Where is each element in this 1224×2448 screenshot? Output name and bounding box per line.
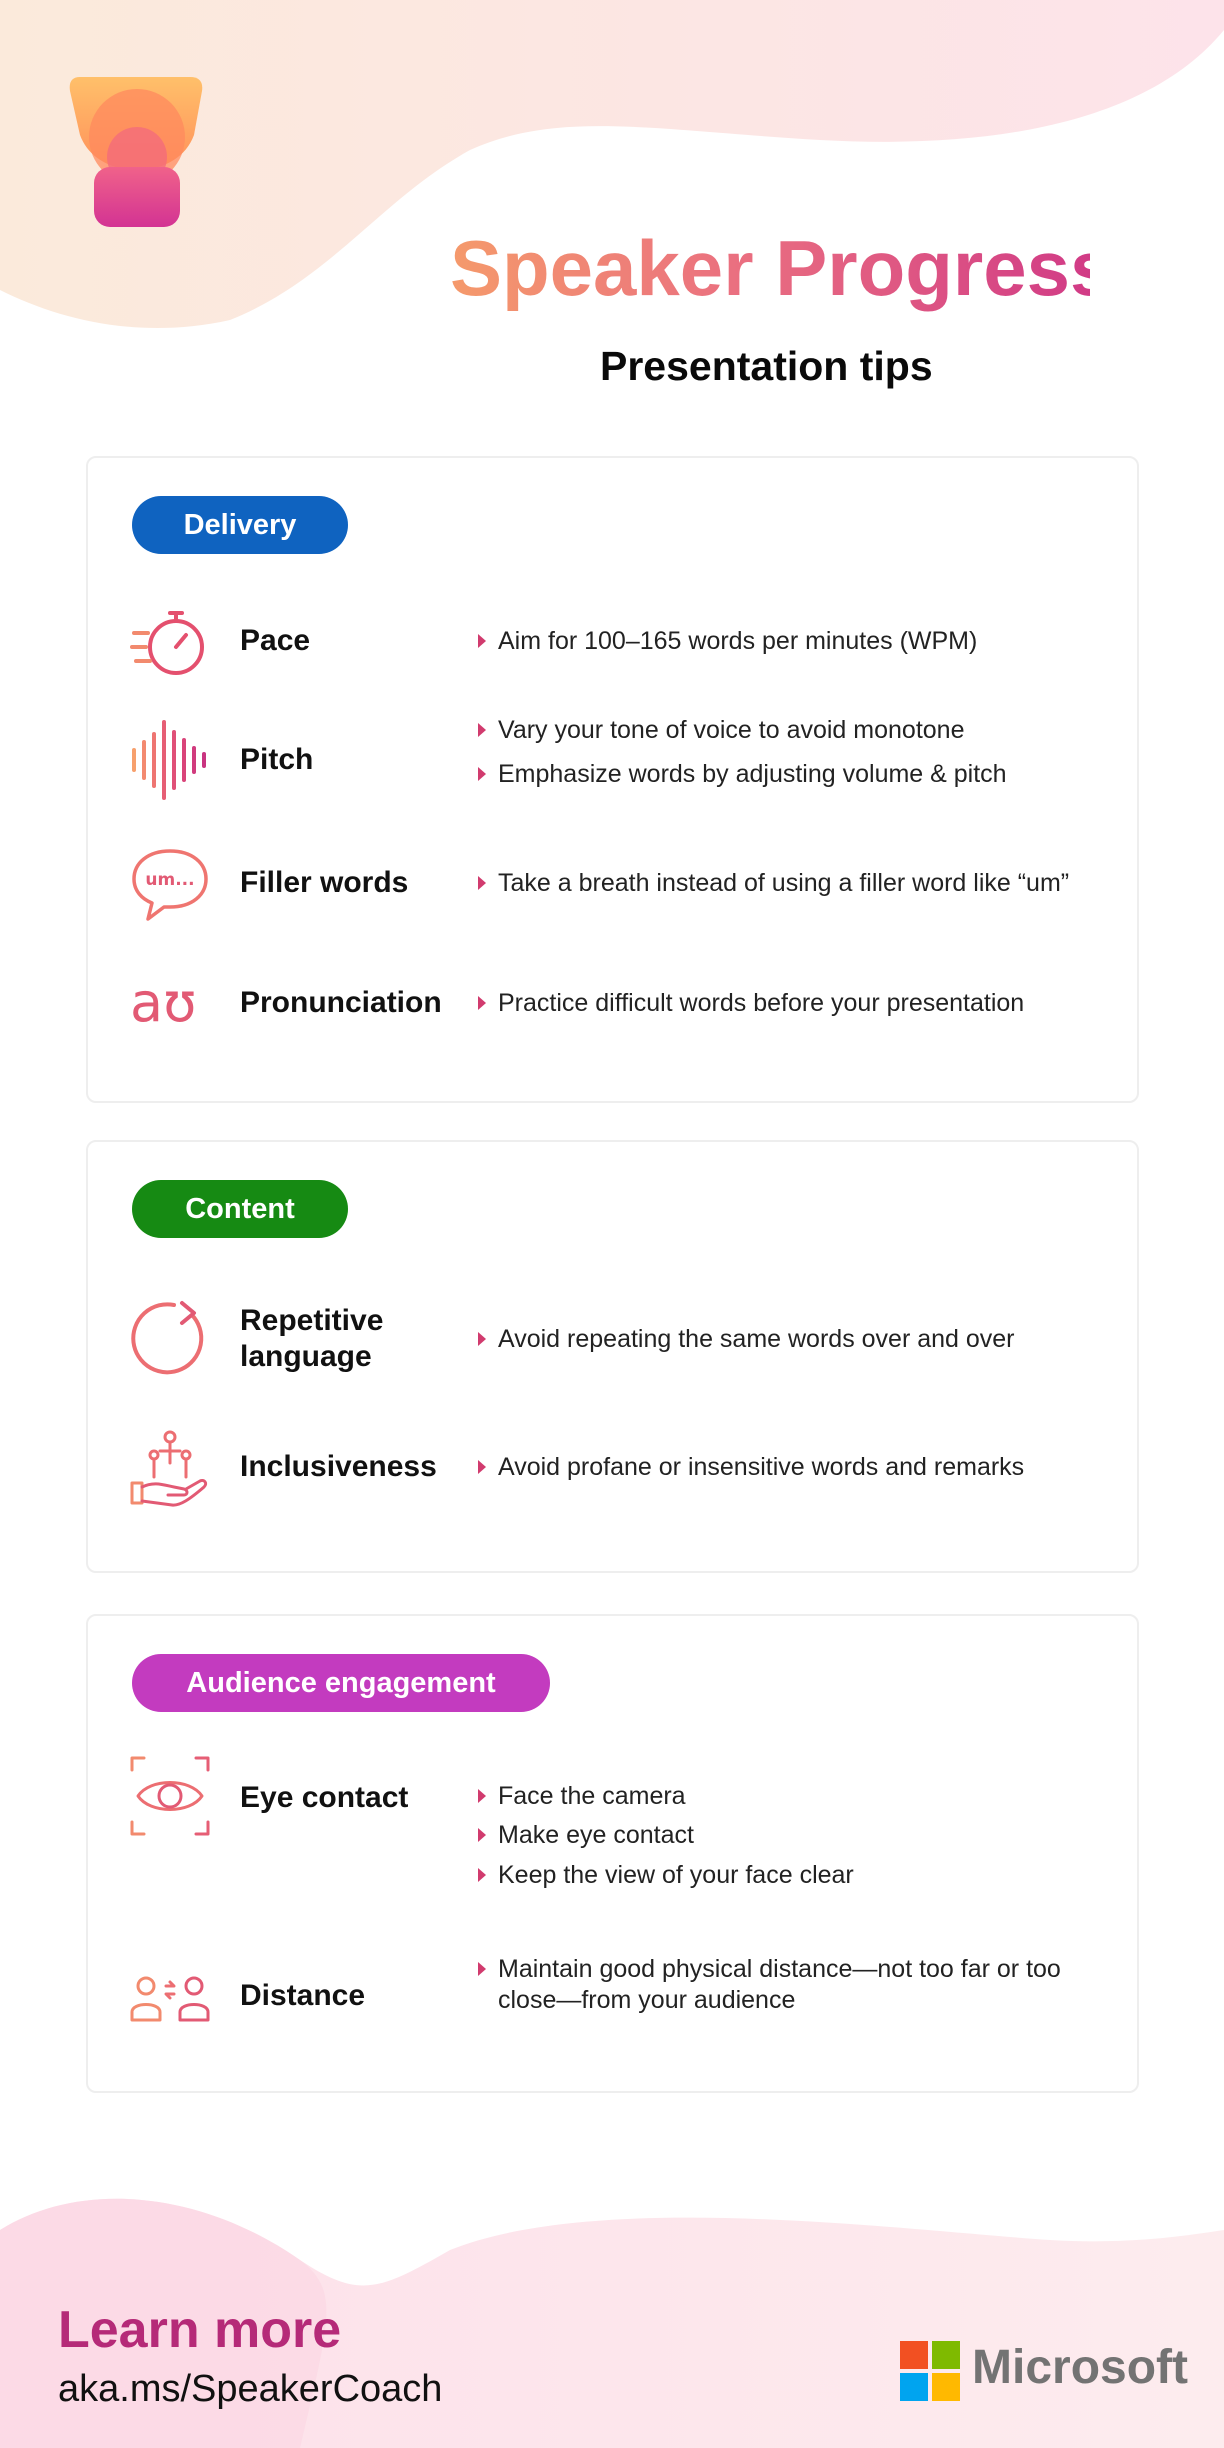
filler-words-tips xyxy=(478,868,1118,899)
learn-more-link[interactable]: aka.ms/SpeakerCoach xyxy=(58,2368,443,2410)
microsoft-logo-icon xyxy=(900,2341,960,2401)
speaker-coach-logo xyxy=(62,75,212,230)
pronunciation-text: aʊ xyxy=(130,971,197,1034)
pitch-tips xyxy=(478,715,1118,791)
stopwatch-icon xyxy=(130,603,210,683)
pace-tip: Aim for 100–165 words per minutes (WPM) xyxy=(478,626,1118,657)
content-card xyxy=(86,1140,1139,1573)
repetitive-language-tip: Avoid repeating the same words over and over xyxy=(478,1324,1118,1355)
inclusiveness-label: Inclusiveness xyxy=(240,1450,437,1483)
eye-contact-tip: Keep the view of your face clear xyxy=(478,1860,1118,1891)
learn-more-heading: Learn more xyxy=(58,2301,342,2359)
sound-wave-icon xyxy=(130,720,210,800)
eye-contact-tip: Face the camera xyxy=(478,1781,1118,1812)
pronunciation-tip: Practice difficult words before your presentation xyxy=(478,988,1118,1019)
distance-label: Distance xyxy=(240,1979,366,2012)
pitch-label: Pitch xyxy=(240,743,314,776)
page-title: Speaker Progress xyxy=(450,224,1114,312)
pitch-tip: Emphasize words by adjusting volume & pitch xyxy=(478,759,1118,790)
page-subtitle: Presentation tips xyxy=(600,343,933,389)
speech-bubble-icon xyxy=(130,845,210,925)
eye-focus-icon xyxy=(130,1756,210,1836)
hand-people-icon xyxy=(130,1429,210,1509)
distance-tips xyxy=(478,1954,1118,2017)
repeat-arrow-icon xyxy=(130,1299,210,1379)
pace-tips xyxy=(478,626,1118,657)
pronunciation-tips xyxy=(478,988,1118,1019)
eye-contact-tips xyxy=(478,1781,1118,1891)
pronunciation-icon xyxy=(130,963,210,1043)
distance-tip: Maintain good physical distance—not too far or too close—from your audience xyxy=(478,1954,1098,2017)
speech-bubble-text: um... xyxy=(145,870,195,890)
inclusiveness-tips xyxy=(478,1452,1118,1483)
repetitive-language-tips xyxy=(478,1324,1118,1355)
content-pill: Content xyxy=(132,1180,348,1238)
two-people-icon xyxy=(130,1956,210,2036)
pronunciation-label: Pronunciation xyxy=(240,986,442,1019)
filler-words-label: Filler words xyxy=(240,866,409,899)
delivery-card xyxy=(86,456,1139,1103)
delivery-pill: Delivery xyxy=(132,496,348,554)
audience-engagement-pill: Audience engagement xyxy=(132,1654,550,1712)
eye-contact-tip: Make eye contact xyxy=(478,1820,1118,1851)
filler-words-tip: Take a breath instead of using a filler word like “um” xyxy=(478,868,1118,899)
pitch-tip: Vary your tone of voice to avoid monotone xyxy=(478,715,1118,746)
microsoft-brand-text: Microsoft xyxy=(972,2341,1188,2394)
eye-contact-label: Eye contact xyxy=(240,1781,409,1814)
inclusiveness-tip: Avoid profane or insensitive words and remarks xyxy=(478,1452,1118,1483)
pace-label: Pace xyxy=(240,624,311,657)
audience-engagement-card xyxy=(86,1614,1139,2093)
repetitive-language-label: Repetitive language xyxy=(240,1304,384,1373)
